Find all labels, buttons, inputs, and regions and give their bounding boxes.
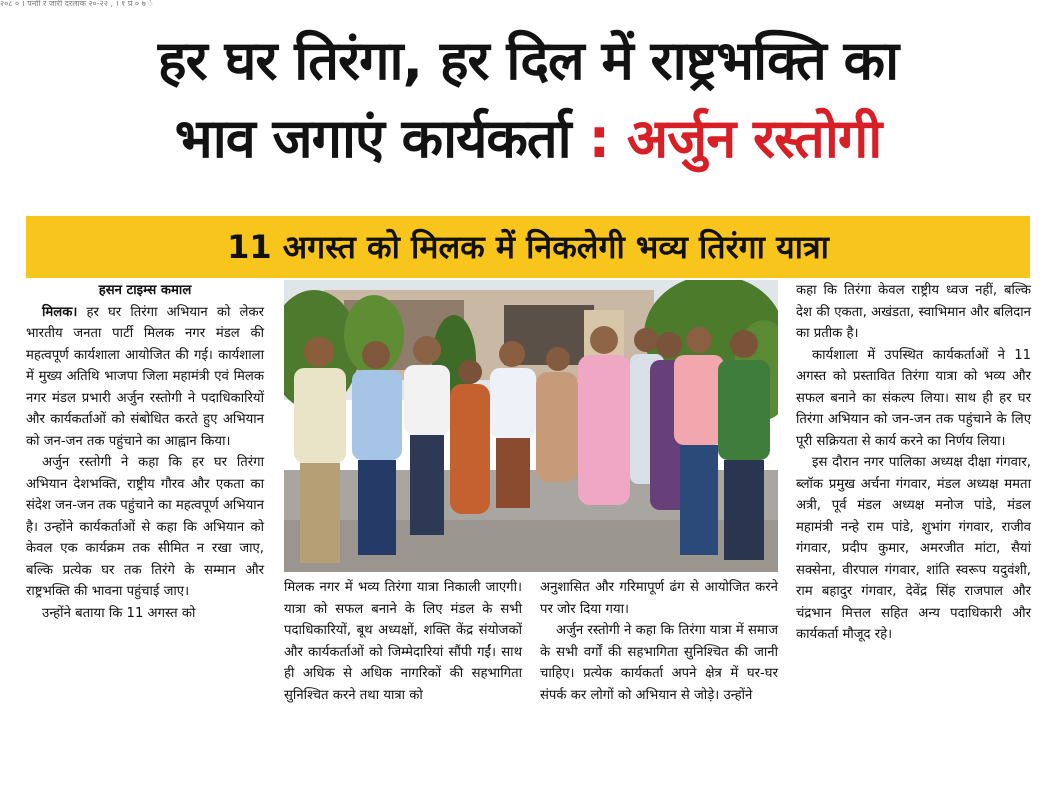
paragraph: अर्जुन रस्तोगी ने कहा कि तिरंगा यात्रा में समाज के सभी वर्गों की सहभागिता सुनिश्चित की जानी चाहिए। प्रत्येक कार्यकर्ता अपने क्षेत्र में घर-घर संपर्क कर लोगों को अभियान से जोड़े। उन्होंने (540, 623, 778, 703)
article-column-3 (540, 577, 778, 706)
paragraph: कार्यशाला में उपस्थित कार्यकर्ताओं ने 11 अगस्त को प्रस्तावित तिरंगा यात्रा को भव्य और सफल बनाने का संकल्प लिया। साथ ही हर घर तिरंगा अभियान को जन-जन तक पहुंचाने के लिए पूरी सक्रियता से कार्य करने का निर्णय लिया। (796, 347, 1031, 449)
paragraph: अनुशासित और गरिमापूर्ण ढंग से आयोजित करने पर जोर दिया गया। (540, 580, 778, 617)
article-column-4 (796, 280, 1031, 646)
byline: हसन टाइम्स कमाल (98, 283, 192, 298)
headline-separator: : (570, 107, 627, 170)
paragraph: उन्होंने बताया कि 11 अगस्त को (42, 605, 196, 621)
subheadline-banner: 11 अगस्त को मिलक में निकलेगी भव्य तिरंगा यात्रा (26, 216, 1030, 278)
headline-line-2 (0, 104, 1056, 174)
group-photo (284, 280, 778, 572)
dateline: मिलक। (42, 304, 78, 320)
headline-red-name: अर्जुन रस्तोगी (626, 107, 882, 170)
paragraph: अर्जुन रस्तोगी ने कहा कि हर घर तिरंगा अभियान देशभक्ति, राष्ट्रीय गौरव और एकता का संदेश जन-जन तक पहुंचाने का महत्वपूर्ण अभियान है। उन्होंने कार्यकर्ताओं से कहा कि अभियान को केवल एक कार्यक्रम तक सीमित न रखा जाए, बल्कि प्रत्येक घर तक तिरंगे के सम्मान और राष्ट्रभक्ति की भावना पहुंचाई जाए। (26, 455, 264, 599)
paragraph: इस दौरान नगर पालिका अध्यक्ष दीक्षा गंगवार, ब्लॉक प्रमुख अर्चना गंगवार, मंडल अध्यक्ष ममता अत्री, पूर्व मंडल अध्यक्ष मनोज पांडे, मंडल महामंत्री नन्हे राम पांडे, शुभांग गंगवार, राजीव गंगवार, प्रदीप कुमार, अमरजीत मांटा, सैयां सक्सेना, वीरपाल गंगवार, शांति स्वरूप यदुवंशी, राम बहादुर गंगवार, देवेंद्र सिंह राजपाल और चंद्रभान मित्तल सहित अन्य पदाधिकारी और कार्यकर्ता मौजूद रहे। (796, 455, 1031, 642)
headline-black-part: भाव जगाएं कार्यकर्ता (174, 107, 571, 170)
article-column-2 (284, 577, 522, 706)
paragraph: मिलक नगर में भव्य तिरंगा यात्रा निकाली जाएगी। यात्रा को सफल बनाने के लिए मंडल के सभी पदाधिकारियों, बूथ अध्यक्षों, शक्ति केंद्र संयोजकों और कार्यकर्ताओं को जिम्मेदारियां सौंपी गईं। साथ ही अधिक से अधिक नागरिकों की सहभागिता सुनिश्चित करने तथा यात्रा को (284, 580, 522, 703)
headline-line-1: हर घर तिरंगा, हर दिल में राष्ट्रभक्ति का (157, 29, 899, 92)
top-cut-text: २०८ ० । पनोी र जारी दरलाक २०-२२ , । १ प्र ० ७ े (0, 0, 153, 8)
article-column-1 (26, 280, 264, 624)
paragraph: कहा कि तिरंगा केवल राष्ट्रीय ध्वज नहीं, बल्कि देश की एकता, अखंडता, स्वाभिमान और बलिदान का प्रतीक है। (796, 283, 1031, 341)
paragraph: मिलक। हर घर तिरंगा अभियान को लेकर भारतीय जनता पार्टी मिलक नगर मंडल की महत्वपूर्ण कार्यशाला आयोजित की गई। कार्यशाला में मुख्य अतिथि भाजपा जिला महामंत्री एवं मिलक नगर मंडल प्रभारी अर्जुन रस्तोगी ने पदाधिकारियों और कार्यकर्ताओं को संबोधित करते हुए अभियान को जन-जन तक पहुंचाने का आह्वान किया। (26, 304, 264, 449)
